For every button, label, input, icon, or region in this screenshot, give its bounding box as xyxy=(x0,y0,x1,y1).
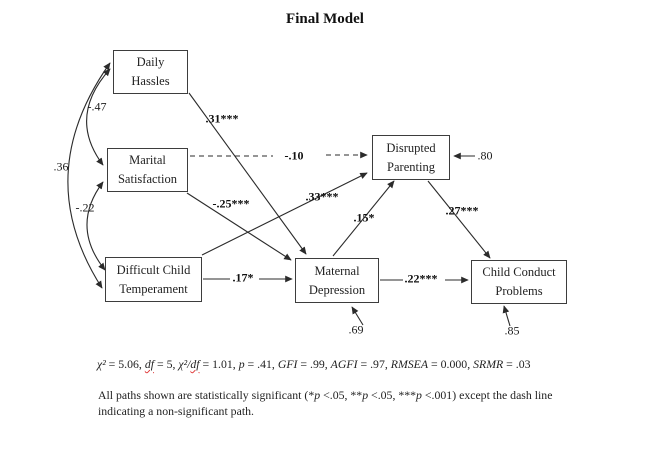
fit-chi-square-ratio: χ²/ xyxy=(178,357,191,371)
box-difficult-child-temperament-label: Difficult Child Temperament xyxy=(116,262,191,296)
fit-srmr: SRMR xyxy=(473,357,504,371)
fit-p-value: = .41, xyxy=(244,357,278,371)
fit-agfi-value: = .97, xyxy=(357,357,391,371)
significance-note-line2: indicating a non-significant path. xyxy=(98,404,254,418)
fit-gfi: GFI xyxy=(277,357,298,371)
fit-statistics xyxy=(97,357,531,372)
fit-rmsea-value: = 0.000, xyxy=(428,357,474,371)
covariance-daily-hassles-difficult-child: .36 xyxy=(53,159,69,174)
coefficient-maternal-depression-disrupted-parenting: .15* xyxy=(353,210,375,225)
path-difficult-child-to-disrupted-parenting xyxy=(202,173,367,255)
note-p-3: p xyxy=(416,388,422,402)
box-daily-hassles-label: Daily Hassles xyxy=(131,55,170,88)
fit-p: p xyxy=(238,357,245,371)
covariance-daily-hassles-marital-satisfaction: -.47 xyxy=(87,99,107,114)
note-p-2: p xyxy=(362,388,369,402)
fit-chi-square-value: = 5.06, xyxy=(105,357,145,371)
fit-ratio-value: = 1.01, xyxy=(199,357,239,371)
error-value-maternal-depression: .69 xyxy=(348,322,364,337)
covariance-curve-daily-hassles-difficult-child xyxy=(68,63,110,288)
box-marital-satisfaction xyxy=(107,148,188,192)
coefficient-daily-hassles-maternal-depression: .31*** xyxy=(205,111,239,126)
path-disrupted-parenting-to-child-conduct xyxy=(428,181,490,258)
fit-rmsea: RMSEA xyxy=(390,357,429,371)
note-text-3: <.05, *** xyxy=(368,388,417,402)
fit-df: df xyxy=(144,357,155,371)
note-text-4: <.001) except the dash line xyxy=(421,388,553,402)
fit-chi-square: χ² xyxy=(97,357,106,371)
coefficient-marital-satisfaction-disrupted-parenting: -.10 xyxy=(284,148,304,163)
fit-gfi-value: = .99, xyxy=(297,357,331,371)
box-marital-satisfaction-label: Marital Satisfaction xyxy=(117,153,177,186)
fit-ratio-df: df xyxy=(190,357,200,371)
box-daily-hassles xyxy=(113,50,188,94)
covariance-curve-marital-satisfaction-difficult-child xyxy=(87,182,105,270)
note-text-1: All paths shown are statistically significant (* xyxy=(98,388,315,402)
note-text-2: <.05, ** xyxy=(320,388,363,402)
box-difficult-child-temperament xyxy=(105,257,202,302)
coefficient-difficult-child-maternal-depression: .17* xyxy=(232,270,254,285)
note-p-1: p xyxy=(314,388,321,402)
fit-df-value: = 5, xyxy=(154,357,179,371)
coefficient-marital-satisfaction-maternal-depression: -.25*** xyxy=(212,196,250,211)
error-value-disrupted-parenting: .80 xyxy=(477,148,493,163)
covariance-marital-satisfaction-difficult-child: -.22 xyxy=(75,200,95,215)
box-maternal-depression xyxy=(295,258,379,303)
box-child-conduct-problems xyxy=(471,260,567,304)
box-maternal-depression-label: Maternal Depression xyxy=(308,263,366,297)
significance-note-line1 xyxy=(98,388,552,403)
coefficient-difficult-child-disrupted-parenting: .33*** xyxy=(305,189,339,204)
figure-title: Final Model xyxy=(286,11,364,27)
coefficient-disrupted-parenting-child-conduct: .27*** xyxy=(445,203,479,218)
fit-srmr-value: = .03 xyxy=(503,357,531,371)
box-child-conduct-problems-label: Child Conduct Problems xyxy=(482,265,556,298)
box-disrupted-parenting-label: Disrupted Parenting xyxy=(386,140,436,174)
error-value-child-conduct: .85 xyxy=(504,323,520,338)
fit-agfi: AGFI xyxy=(330,357,358,371)
coefficient-maternal-depression-child-conduct: .22*** xyxy=(404,271,438,286)
box-disrupted-parenting xyxy=(372,135,450,180)
